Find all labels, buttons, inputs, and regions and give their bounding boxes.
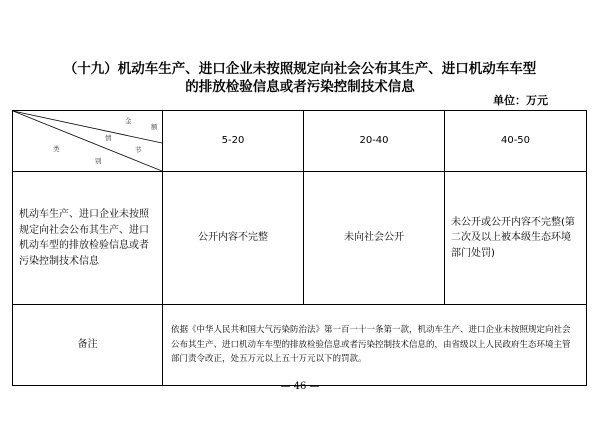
page-number: — 46 — [280, 381, 320, 392]
header-col-40-50: 40-50 [445, 111, 587, 172]
diagonal-header-cell [13, 111, 163, 172]
diagonal-lines [13, 111, 162, 171]
diag-label-category-2: 别 [95, 157, 102, 165]
header-col-5-20: 5-20 [163, 111, 304, 172]
cell-5-20: 公开内容不完整 [163, 172, 304, 305]
header-row [13, 111, 587, 172]
category-cell: 机动车生产、进口企业未按照规定向社会公布其生产、进口机动车型的排放检验信息或者污染控制技术信息 [13, 172, 163, 305]
diag-label-amount-1: 金 [125, 117, 132, 125]
diag-label-amount-2: 额 [151, 123, 158, 131]
unit-label: 单位：万元 [493, 94, 548, 107]
header-col-20-40: 20-40 [304, 111, 445, 172]
note-label: 备注 [13, 305, 163, 386]
cell-20-40: 未向社会公开 [304, 172, 445, 305]
cell-40-50: 未公开或公开内容不完整(第二次及以上被本级生态环境部门处罚) [445, 172, 587, 305]
title-line-1: （十九）机动车生产、进口企业未按照规定向社会公布其生产、进口机动车车型 [63, 61, 537, 77]
title-line-2: 的排放检验信息或者污染控制技术信息 [185, 79, 415, 95]
table-row [13, 172, 587, 305]
diag-label-category-1: 类 [53, 145, 60, 153]
diag-label-situation-1: 情 [105, 134, 112, 142]
diag-label-situation-2: 节 [135, 146, 142, 154]
note-text: 依据《中华人民共和国大气污染防治法》第一百一十一条第一款，机动车生产、进口企业未按照规定向社会公布其生产、进口机动车车型的排放检验信息或者污染控制技术信息的，由省级以上人民政府生态环境主管部门责令改正，处五万元以上五十万元以下的罚款。 [163, 305, 587, 386]
note-row [13, 305, 587, 386]
penalty-table [12, 110, 587, 386]
